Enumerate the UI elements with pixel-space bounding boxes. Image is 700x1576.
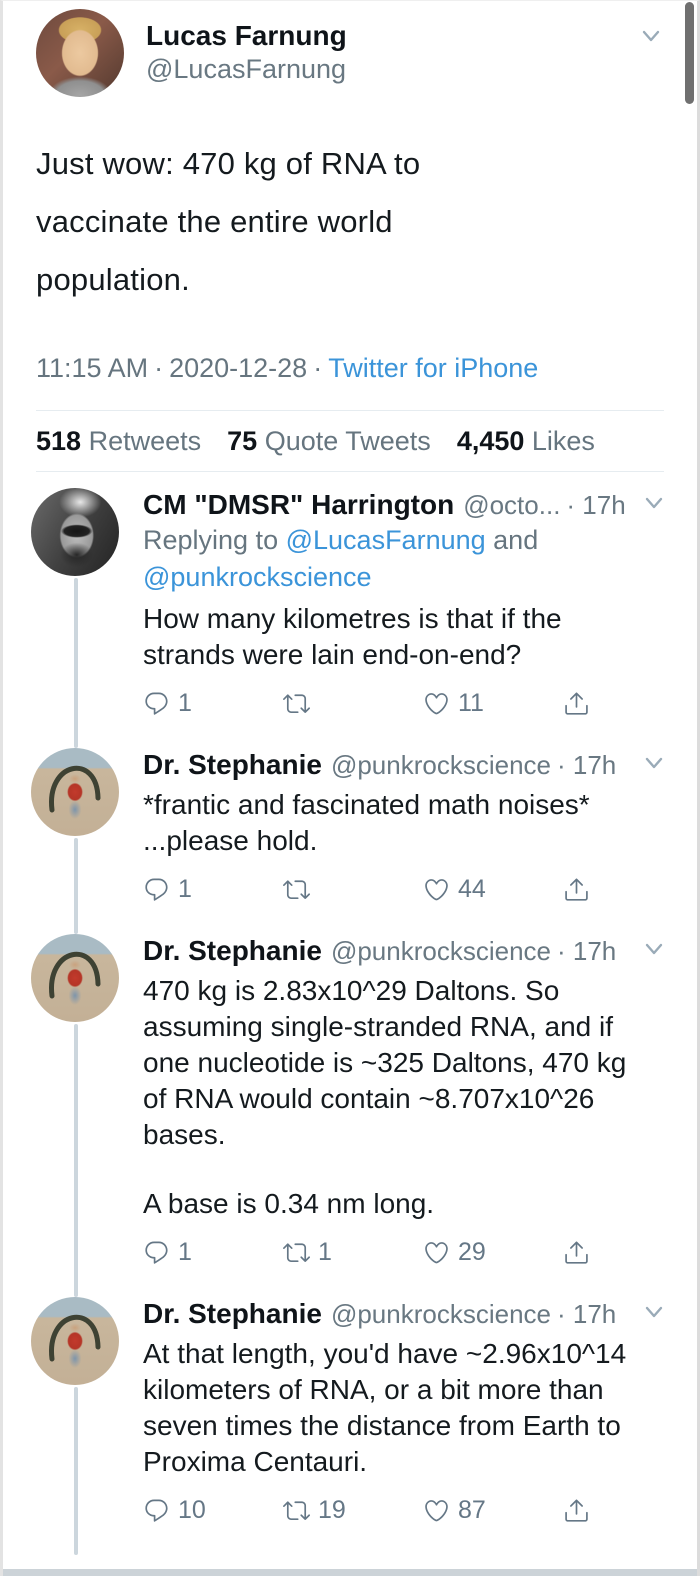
action-bar (143, 689, 613, 724)
share-button[interactable] (563, 1238, 590, 1267)
like-button[interactable] (423, 875, 563, 904)
reply-paragraph: 470 kg is 2.83x10^29 Daltons. So assuming single-stranded RNA, and if one nucleotide is ~325 Daltons, 470 kg of RNA would contain ~8.707x10^26 bases. (143, 975, 627, 1150)
avatar[interactable] (31, 1297, 119, 1385)
likes-stat[interactable] (457, 426, 595, 457)
avatar[interactable] (31, 748, 119, 836)
separator-dot: · (154, 353, 164, 383)
reply-tweet (3, 918, 697, 1281)
like-count: 29 (458, 1238, 486, 1266)
retweets-label: Retweets (88, 426, 202, 456)
retweet-icon (283, 690, 310, 717)
mention-link[interactable]: @LucasFarnung (285, 525, 486, 555)
share-button[interactable] (563, 1496, 590, 1525)
display-name[interactable]: Dr. Stephanie (143, 1298, 322, 1329)
action-bar (143, 875, 613, 910)
reply-button[interactable] (143, 1496, 283, 1525)
tweet-text: Just wow: 470 kg of RNA to vaccinate the entire world population. (36, 146, 421, 297)
chevron-down-icon[interactable] (641, 1299, 667, 1325)
like-count: 11 (458, 689, 484, 717)
chevron-down-icon[interactable] (641, 936, 667, 962)
display-name[interactable]: CM "DMSR" Harrington (143, 489, 455, 520)
reply-count: 1 (178, 1238, 192, 1266)
share-icon (563, 1497, 590, 1524)
user-handle[interactable]: @punkrockscience (330, 936, 551, 966)
display-name[interactable]: Lucas Farnung (146, 20, 347, 51)
reply-paragraph: A base is 0.34 nm long. (143, 1188, 435, 1219)
retweet-button[interactable] (283, 689, 423, 718)
likes-count: 4,450 (456, 426, 525, 456)
display-name[interactable]: Dr. Stephanie (143, 935, 322, 966)
reply-paragraph: At that length, you'd have ~2.96x10^14 kilometers of RNA, or a bit more than seven times the distance from Earth to Proxima Centauri. (143, 1338, 627, 1477)
like-button[interactable] (423, 1238, 563, 1267)
reply-text (143, 787, 603, 859)
reply-count: 1 (178, 689, 192, 717)
reply-header (143, 748, 667, 782)
user-handle[interactable]: @punkrockscience (330, 750, 551, 780)
separator-dot: · (313, 353, 323, 383)
heart-icon (423, 876, 450, 903)
conjunction: and (493, 525, 539, 555)
reply-header (143, 934, 667, 968)
timestamp (36, 353, 664, 384)
avatar-kelp-arc (31, 1297, 119, 1385)
heart-icon (423, 690, 450, 717)
timestamp: · 17h (566, 490, 626, 520)
replying-to-label: Replying to (143, 525, 279, 555)
user-handle[interactable]: @LucasFarnung (146, 54, 347, 84)
user-handle[interactable]: @punkrockscience (330, 1299, 551, 1329)
chevron-down-icon[interactable] (641, 750, 667, 776)
reply-button[interactable] (143, 875, 283, 904)
reply-text (143, 601, 653, 673)
retweets-stat[interactable] (36, 426, 201, 457)
quote-tweets-stat[interactable] (227, 426, 431, 457)
reply-header (143, 1297, 667, 1331)
reply-paragraph: *frantic and fascinated math noises* ...please hold. (143, 789, 590, 856)
quote-tweets-label: Quote Tweets (264, 426, 431, 456)
thread-line (74, 1024, 78, 1297)
like-count: 44 (458, 875, 486, 903)
action-bar (143, 1496, 613, 1531)
thread-line (74, 578, 78, 748)
reply-button[interactable] (143, 689, 283, 718)
retweet-button[interactable] (283, 1238, 423, 1267)
main-tweet-header (36, 9, 664, 97)
quote-tweets-count: 75 (227, 426, 258, 456)
reply-tweet (3, 472, 697, 732)
chevron-down-icon[interactable] (641, 490, 667, 516)
retweet-icon (283, 876, 310, 903)
retweet-icon (283, 1239, 310, 1266)
retweets-count: 518 (36, 426, 82, 456)
likes-label: Likes (531, 426, 595, 456)
avatar[interactable] (31, 488, 119, 576)
retweet-button[interactable] (283, 875, 423, 904)
timestamp: · 17h (557, 936, 617, 966)
retweet-icon (283, 1497, 310, 1524)
action-bar (143, 1238, 613, 1273)
avatar[interactable] (36, 9, 124, 97)
scrollbar-thumb[interactable] (685, 2, 694, 104)
like-button[interactable] (423, 689, 563, 718)
reply-icon (143, 1497, 170, 1524)
mention-link[interactable]: @punkrockscience (143, 562, 372, 592)
share-icon (563, 876, 590, 903)
retweet-count: 19 (318, 1496, 346, 1524)
thread-line (74, 1387, 78, 1555)
share-button[interactable] (563, 875, 590, 904)
like-count: 87 (458, 1496, 486, 1524)
main-tweet (3, 1, 697, 472)
reply-tweet (3, 732, 697, 918)
chevron-down-icon[interactable] (638, 23, 664, 49)
replying-to (143, 522, 613, 596)
avatar[interactable] (31, 934, 119, 1022)
display-name[interactable]: Dr. Stephanie (143, 749, 322, 780)
share-icon (563, 690, 590, 717)
reply-paragraph: How many kilometres is that if the strands were lain end-on-end? (143, 603, 562, 670)
reply-icon (143, 876, 170, 903)
reply-icon (143, 1239, 170, 1266)
share-icon (563, 1239, 590, 1266)
timestamp: · 17h (557, 1299, 617, 1329)
heart-icon (423, 1497, 450, 1524)
tweet-time: 11:15 AM (36, 353, 149, 383)
user-handle[interactable]: @octo... (463, 490, 561, 520)
retweet-count: 1 (318, 1238, 332, 1266)
share-button[interactable] (563, 689, 590, 718)
like-button[interactable] (423, 1496, 563, 1525)
retweet-button[interactable] (283, 1496, 423, 1525)
avatar-kelp-arc (31, 934, 119, 1022)
timestamp: · 17h (557, 750, 617, 780)
tweet-stats (36, 411, 664, 471)
reply-header (143, 488, 667, 522)
heart-icon (423, 1239, 450, 1266)
reply-count: 10 (178, 1496, 206, 1524)
reply-button[interactable] (143, 1238, 283, 1267)
tweet-date: 2020-12-28 (169, 353, 308, 383)
bottom-edge-bar (3, 1569, 697, 1576)
reply-text (143, 1336, 653, 1480)
user-names[interactable] (146, 9, 347, 86)
reply-icon (143, 690, 170, 717)
reply-tweet (3, 1281, 697, 1539)
avatar-kelp-arc (31, 748, 119, 836)
tweet-source-link[interactable]: Twitter for iPhone (328, 353, 539, 383)
reply-count: 1 (178, 875, 192, 903)
reply-text (143, 973, 653, 1222)
